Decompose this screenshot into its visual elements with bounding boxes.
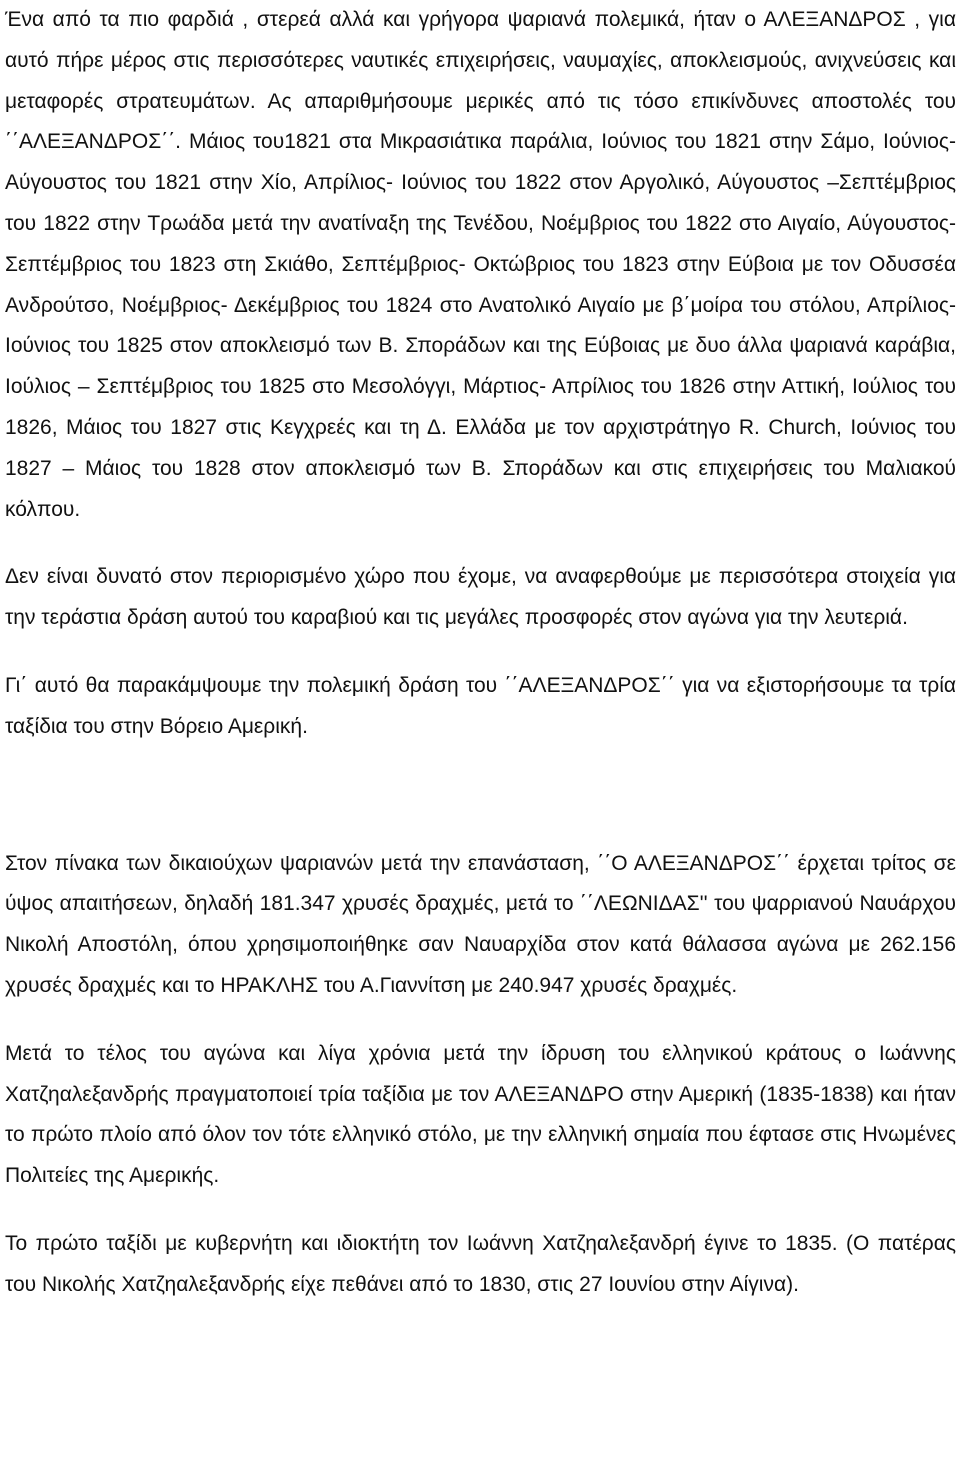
paragraph-limited-space: Δεν είναι δυνατό στον περιορισμένο χώρο που έχομε, να αναφερθούμε με περισσότερα στοιχεία για την τεράστια δράση αυτού του καραβιού και τις μεγάλες προσφορές στον αγώνα για την λευτεριά. (5, 565, 956, 630)
paragraph-three-voyages-intro: Γι΄ αυτό θα παρακάμψουμε την πολεμική δράση του ΄΄ΑΛΕΞΑΝΔΡΟΣ΄΄ για να εξιστορήσουμε τα τρία ταξίδια του στην Βόρειο Αμερική. (5, 673, 956, 738)
paragraph-first-voyage: Το πρώτο ταξίδι με κυβερνήτη και ιδιοκτήτη τον Ιωάννη Χατζηαλεξανδρή έγινε το 1835. (Ο πατέρας του Νικολής Χατζηαλεξανδρής είχε πεθάνει από το 1830, στις 27 Ιουνίου στην Αίγινα). (5, 1231, 956, 1296)
paragraph-after-war: Μετά το τέλος του αγώνα και λίγα χρόνια μετά την ίδρυση του ελληνικού κράτους ο Ιωάννης Χατζηαλεξανδρής πραγματοποιεί τρία ταξίδια με τον ΑΛΕΞΑΝΔΡΟ στην Αμερική (1835-1838) και ήταν το πρώτο πλοίο από όλον τον τότε ελληνικό στόλο, με την ελληνική σημαία που έφτασε στις Ηνωμένες Πολιτείες της Αμερικής. (5, 1041, 956, 1188)
paragraph-ship-history: Ένα από τα πιο φαρδιά , στερεά αλλά και γρήγορα ψαριανά πολεμικά, ήταν ο ΑΛΕΞΑΝΔΡΟΣ , για αυτό πήρε μέρος στις περισσότερες ναυτικές επιχειρήσεις, ναυμαχίες, αποκλεισμούς, ανιχνεύσεις και μεταφορές στρατευμάτων. Ας απαριθμήσουμε μερικές από τις τόσο επικίνδυνες αποστολές του ΄΄ΑΛΕΞΑΝΔΡΟΣ΄΄. Μάιος του1821 στα Μικρασιάτικα παράλια, Ιούνιος του 1821 στην Σάμο, Ιούνιος- Αύγουστος του 1821 στην Χίο, Απρίλιος- Ιούνιος του 1822 στον Αργολικό, Αύγουστος –Σεπτέμβριος του 1822 στην Τρωάδα μετά την ανατίναξη της Τενέδου, Νοέμβριος του 1822 στο Αιγαίο, Αύγουστος- Σεπτέμβριος του 1823 στη Σκιάθο, Σεπτέμβριος- Οκτώβριος του 1823 στην Εύβοια με τον Οδυσσέα Ανδρούτσο, Νοέμβριος- Δεκέμβριος του 1824 στο Ανατολικό Αιγαίο με β΄μοίρα του στόλου, Απρίλιος- Ιούνιος του 1825 στον αποκλεισμό των Β. Σποράδων και της Εύβοιας με δυο άλλα ψαριανά καράβια, Ιούλιος – Σεπτέμβριος του 1825 στο Μεσολόγγι, Μάρτιος- Απρίλιος του 1826 στην Αττική, Ιούλιος του 1826, Μάιος του 1827 στις Κεγχρεές και τη Δ. Ελλάδα με τον αρχιστράτηγο R. Church, Ιούνιος του 1827 – Μάιος του 1828 στον αποκλεισμό των Β. Σποράδων και στις επιχειρήσεις του Μαλιακού κόλπου. (5, 8, 956, 521)
paragraph-claims-table: Στον πίνακα των δικαιούχων ψαριανών μετά την επανάσταση, ΄΄Ο ΑΛΕΞΑΝΔΡΟΣ΄΄ έρχεται τρίτος σε ύψος απαιτήσεων, δηλαδή 181.347 χρυσές δραχμές, μετά το ΄΄ΛΕΩΝΙΔΑΣ'' του ψαρριανού Ναυάρχου Νικολή Αποστόλη, όπου χρησιμοποιήθηκε σαν Ναυαρχίδα στον κατά θάλασσα αγώνα με 262.156 χρυσές δραχμές και το ΗΡΑΚΛΗΣ του Α.Γιαννίτση με 240.947 χρυσές δραχμές. (5, 851, 956, 997)
